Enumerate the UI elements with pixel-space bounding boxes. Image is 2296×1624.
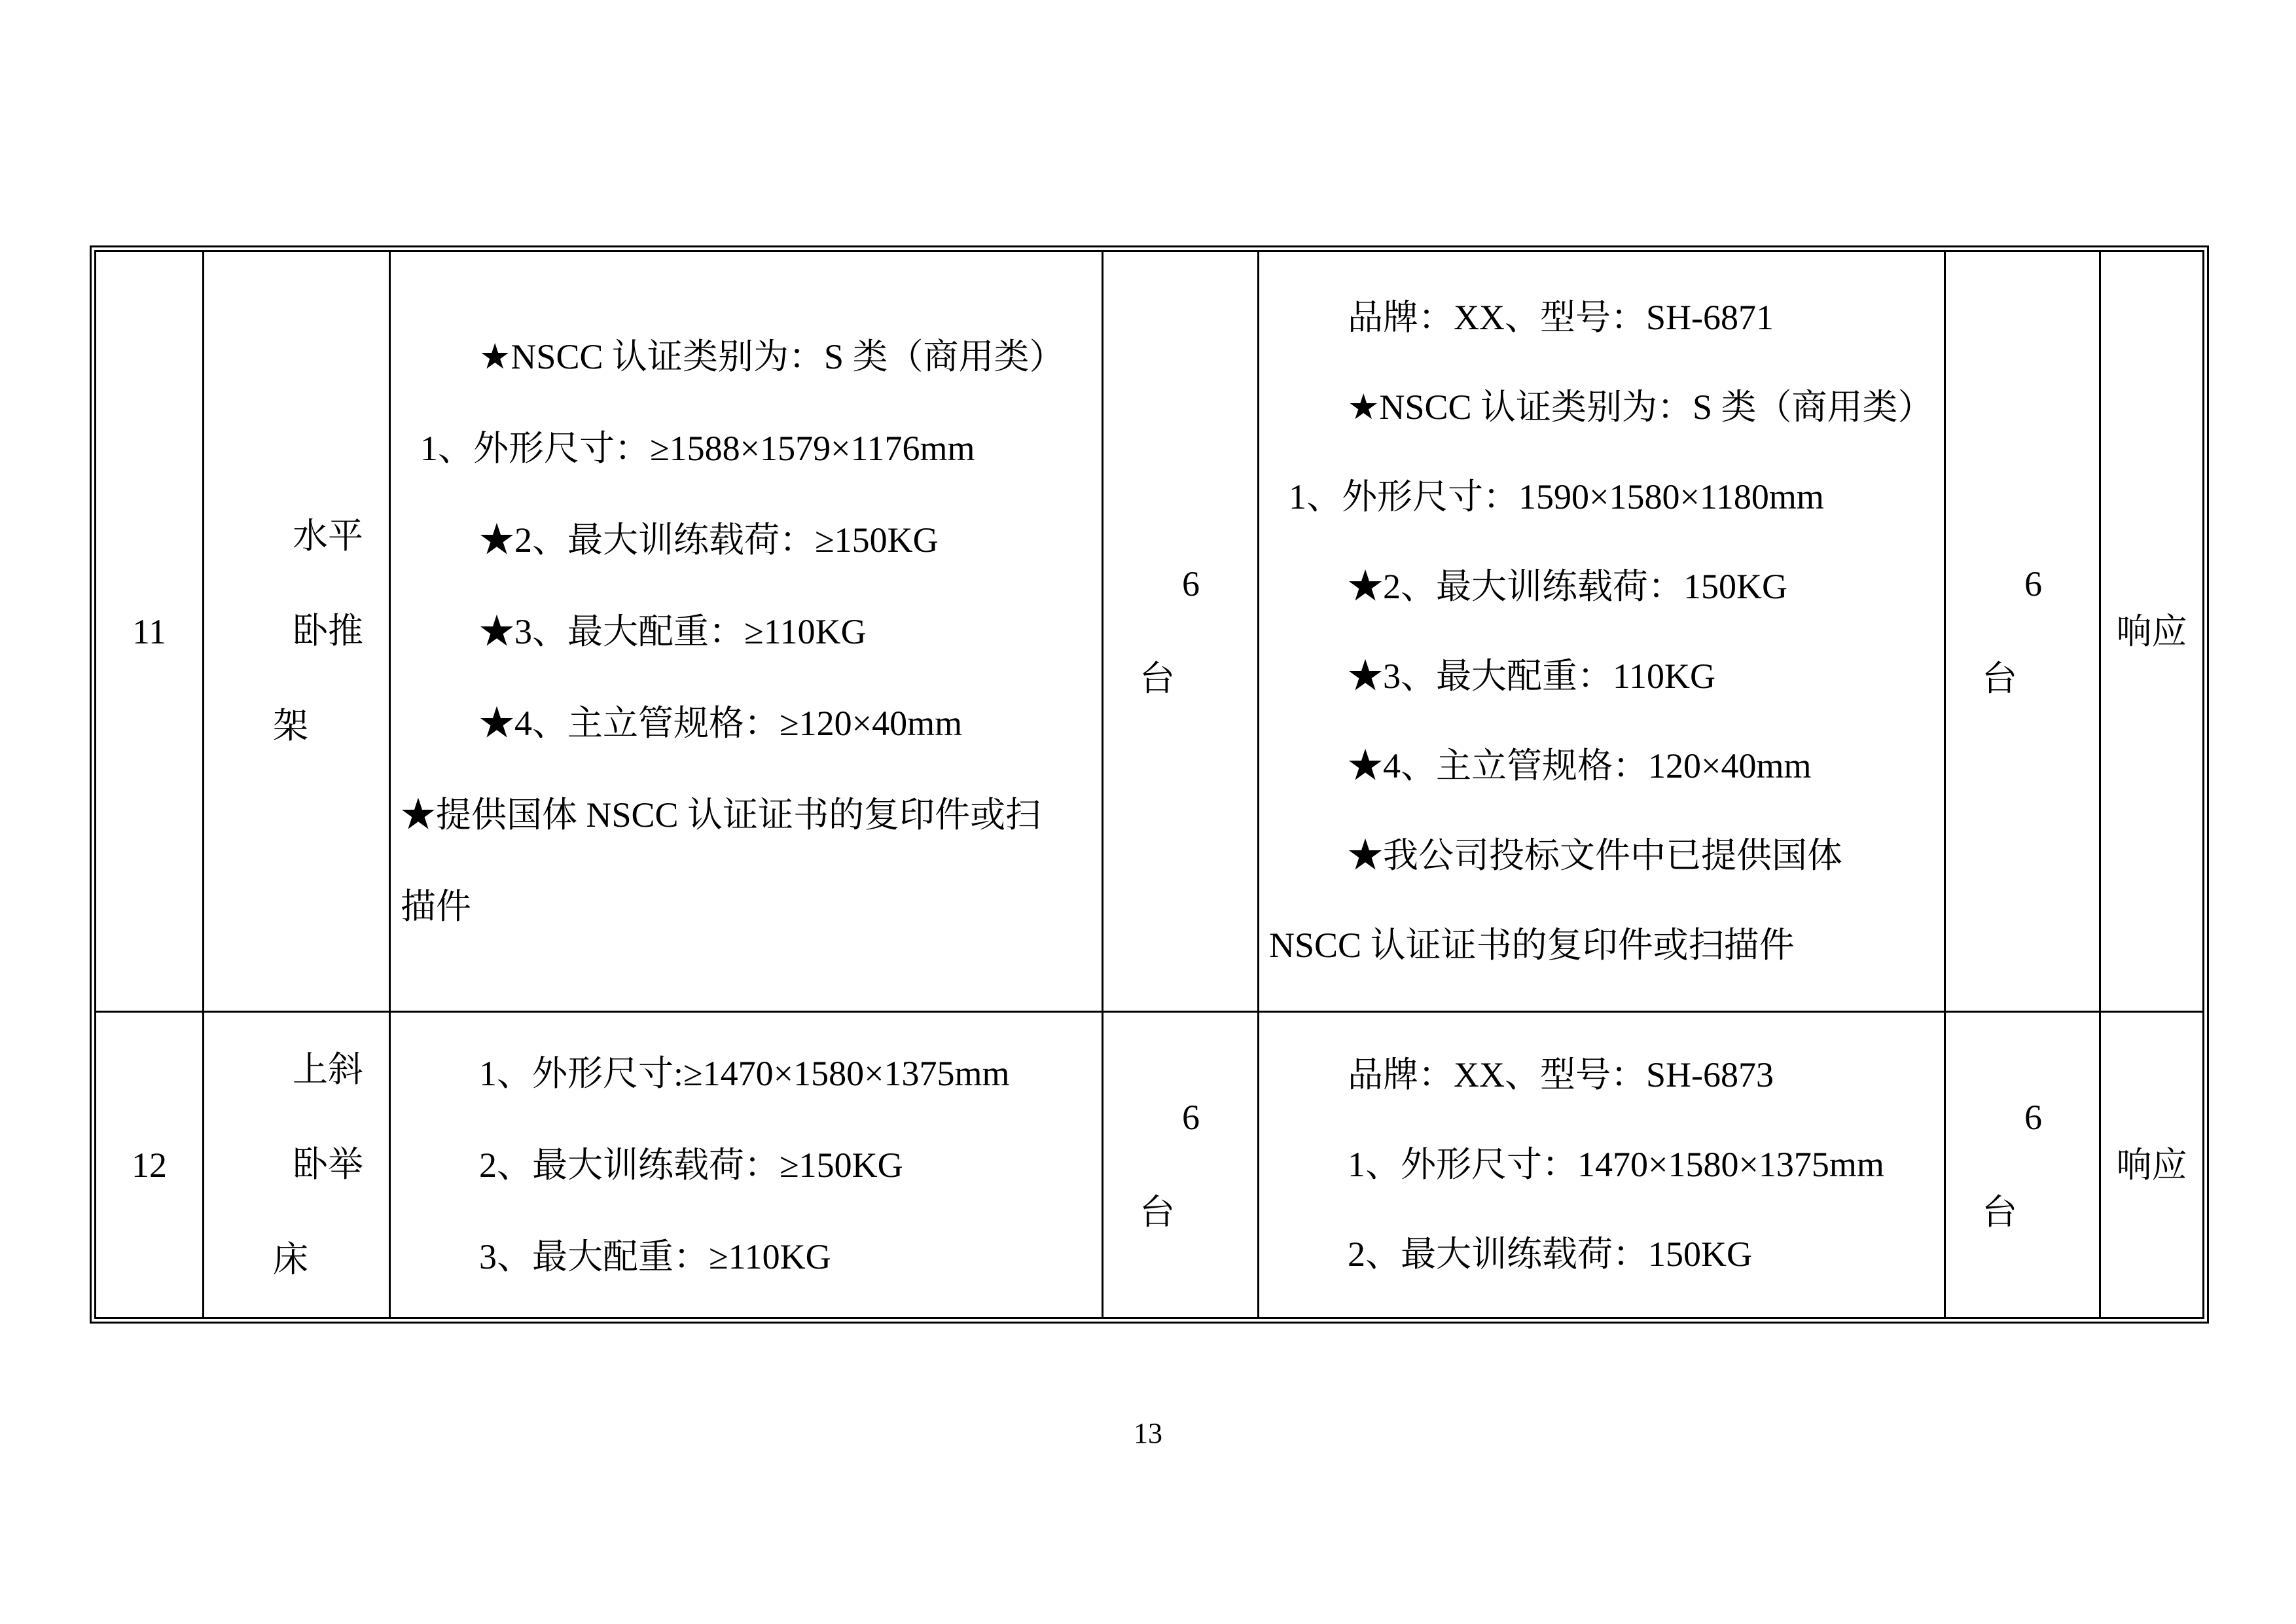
response-quantity-cell	[1946, 1013, 2101, 1317]
spec-line: ★2、最大训练载荷：≥150KG	[479, 520, 939, 560]
item-name-line: 卧举	[293, 1145, 363, 1184]
response-line: NSCC 认证证书的复印件或扫描件	[1269, 925, 1795, 965]
item-name-cell	[204, 252, 391, 1013]
response-line: ★4、主立管规格：120×40mm	[1348, 746, 1812, 785]
quantity-unit: 台	[1982, 1192, 2017, 1232]
spec-line: 描件	[401, 886, 471, 926]
response-line: 品牌：XX、型号：SH-6871	[1348, 297, 1774, 337]
response-line: ★我公司投标文件中已提供国体	[1348, 835, 1842, 875]
spec-line: 3、最大配重：≥110KG	[479, 1236, 831, 1276]
spec-line: ★4、主立管规格：≥120×40mm	[479, 703, 963, 743]
item-name-cell	[204, 1013, 391, 1317]
quantity-value: 6	[2024, 564, 2042, 604]
item-name-line: 上斜	[293, 1050, 363, 1089]
status-label: 响应	[2116, 1145, 2187, 1185]
quantity-unit: 台	[1139, 659, 1175, 698]
spec-line: ★3、最大配重：≥110KG	[479, 611, 867, 651]
spec-line: 1、外形尺寸:≥1470×1580×1375mm	[479, 1053, 1010, 1093]
response-status-cell	[2101, 1013, 2202, 1317]
item-name-line: 床	[273, 1240, 308, 1279]
seq-no-cell	[96, 1013, 204, 1317]
spec-line: 1、外形尺寸：≥1588×1579×1176mm	[420, 428, 975, 468]
spec-line: ★提供国体 NSCC 认证证书的复印件或扫	[401, 795, 1041, 835]
response-status-cell	[2101, 252, 2202, 1013]
response-line: ★3、最大配重：110KG	[1348, 656, 1715, 696]
bid-spec-table	[90, 245, 2209, 1324]
quantity-cell	[1103, 1013, 1259, 1317]
response-line: 1、外形尺寸：1470×1580×1375mm	[1348, 1145, 1884, 1184]
item-name-line: 水平	[293, 516, 363, 556]
quantity-unit: 台	[1982, 659, 2017, 698]
item-name-line: 卧推	[293, 611, 363, 651]
quantity-value: 6	[2024, 1097, 2042, 1137]
quantity-unit: 台	[1139, 1192, 1175, 1232]
seq-no: 12	[132, 1145, 167, 1185]
quantity-cell	[1103, 252, 1259, 1013]
status-label: 响应	[2116, 611, 2187, 651]
response-line: 1、外形尺寸：1590×1580×1180mm	[1289, 477, 1824, 516]
response-quantity-cell	[1946, 252, 2101, 1013]
response-line: ★NSCC 认证类别为：S 类（商用类）	[1348, 387, 1933, 427]
response-spec-cell	[1259, 252, 1946, 1013]
quantity-value: 6	[1182, 564, 1200, 604]
spec-line: 2、最大训练载荷：≥150KG	[479, 1145, 903, 1185]
bid-requirement-cell	[391, 252, 1103, 1013]
spec-line: ★NSCC 认证类别为：S 类（商用类）	[479, 336, 1065, 376]
item-name-line: 架	[273, 706, 308, 746]
response-line: 品牌：XX、型号：SH-6873	[1348, 1055, 1774, 1094]
response-line: ★2、最大训练载荷：150KG	[1348, 566, 1787, 606]
quantity-value: 6	[1182, 1097, 1200, 1137]
response-spec-cell	[1259, 1013, 1946, 1317]
seq-no-cell	[96, 252, 204, 1013]
page-number: 13	[1134, 1417, 1162, 1449]
bid-requirement-cell	[391, 1013, 1103, 1317]
response-line: 2、最大训练载荷：150KG	[1348, 1235, 1752, 1274]
seq-no: 11	[132, 611, 166, 651]
